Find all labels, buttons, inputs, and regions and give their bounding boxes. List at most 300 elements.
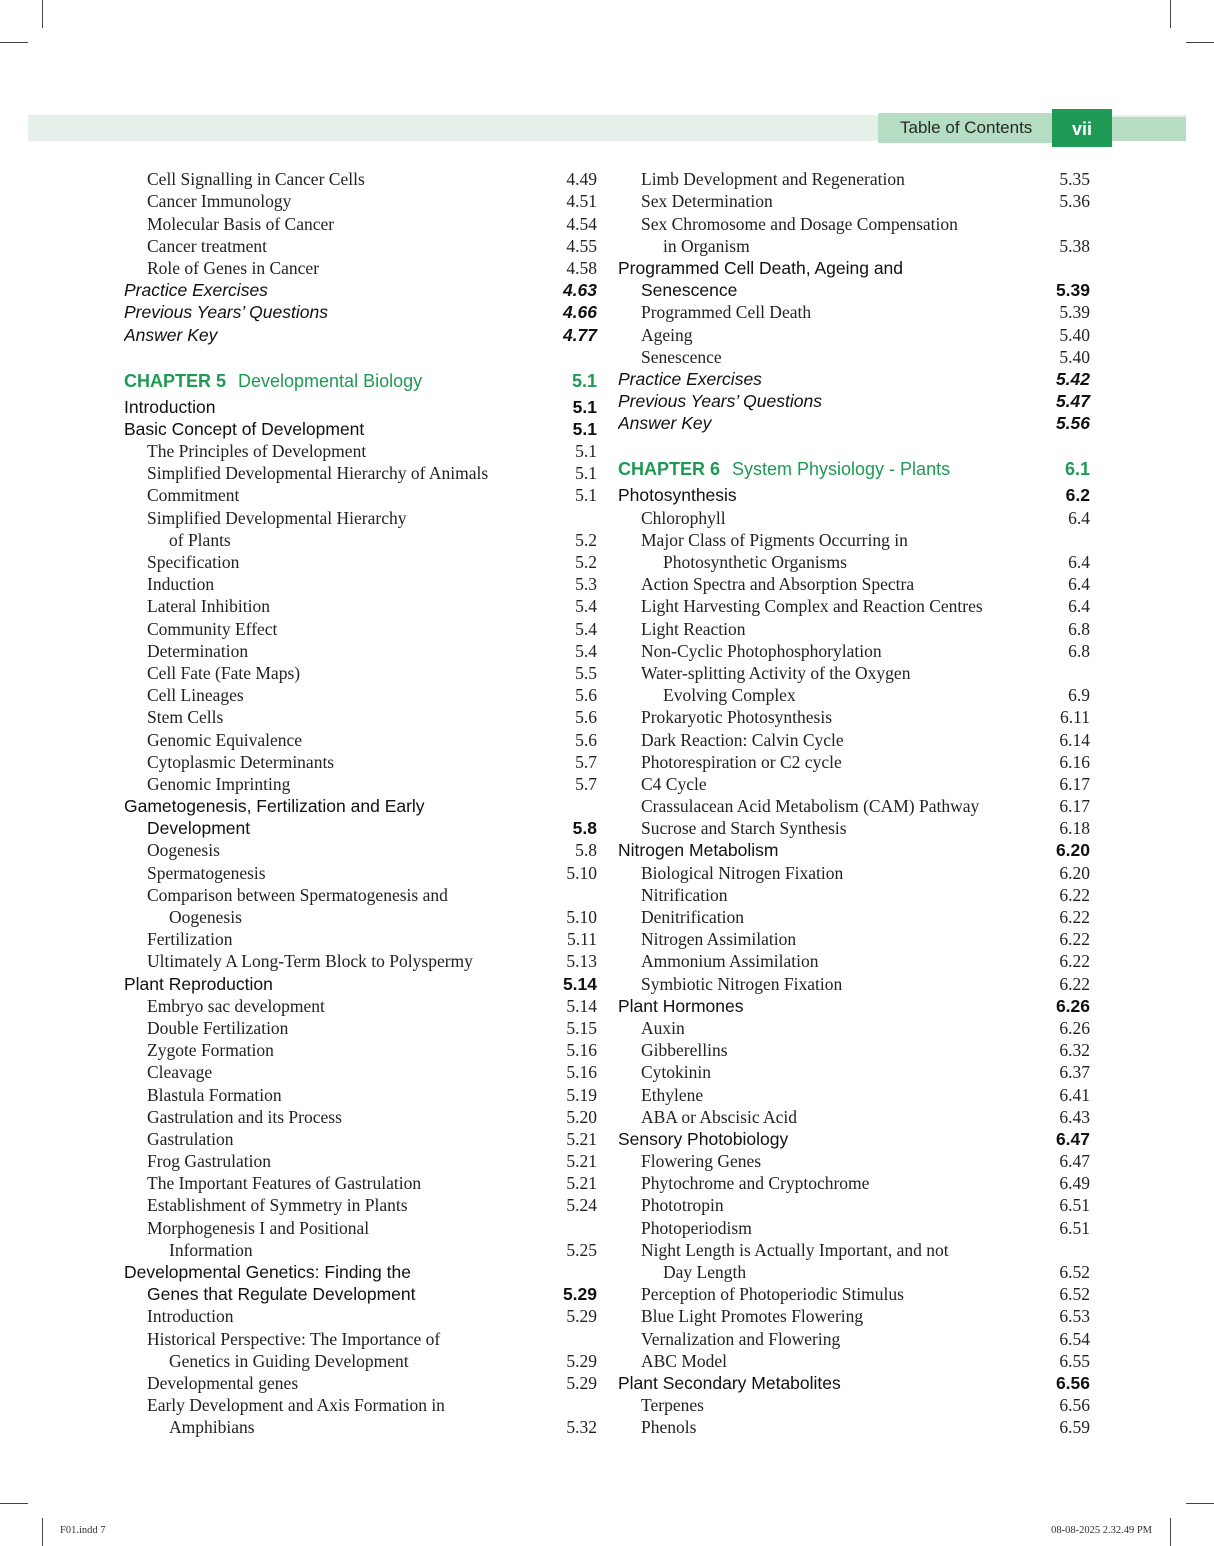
toc-subentry[interactable]	[124, 1017, 597, 1039]
toc-chapter-heading[interactable]	[124, 366, 597, 396]
toc-subentry[interactable]	[124, 1194, 597, 1216]
entry-page-number: 5.56	[1055, 413, 1090, 434]
toc-back-matter[interactable]	[124, 279, 597, 301]
toc-subentry[interactable]	[618, 301, 1090, 323]
entry-page-number: 5.16	[566, 1062, 597, 1083]
toc-subentry[interactable]	[618, 751, 1090, 773]
entry-page-number: 5.42	[1055, 368, 1090, 389]
entry-title: Day Length	[663, 1262, 747, 1282]
entry-title: Programmed Cell Death	[641, 302, 812, 323]
entry-title: Chlorophyll	[641, 507, 726, 528]
toc-subentry[interactable]	[124, 706, 597, 728]
entry-title: Answer Key	[124, 324, 218, 345]
toc-subentry[interactable]	[124, 1083, 597, 1105]
toc-subentry[interactable]	[618, 795, 1090, 817]
entry-page-number: 6.8	[1068, 640, 1090, 661]
toc-back-matter[interactable]	[618, 412, 1090, 434]
entry-page-number: 5.40	[1059, 346, 1090, 367]
spacer	[618, 434, 1090, 454]
entry-title: Blue Light Promotes Flowering	[641, 1306, 864, 1327]
toc-subentry[interactable]	[618, 884, 1090, 906]
toc-subentry[interactable]	[124, 640, 597, 662]
entry-title: Photosynthesis	[618, 485, 737, 506]
entry-title: Practice Exercises	[618, 368, 762, 389]
toc-subentry[interactable]	[618, 190, 1090, 212]
toc-section-continued[interactable]	[124, 817, 597, 839]
entry-title: Previous Years’ Questions	[618, 391, 822, 412]
entry-title: Answer Key	[618, 413, 712, 434]
toc-subentry[interactable]	[124, 551, 597, 573]
entry-title: Plant Reproduction	[124, 973, 273, 994]
toc-subentry[interactable]	[618, 1239, 1090, 1261]
toc-subentry[interactable]	[124, 950, 597, 972]
entry-page-number: 6.56	[1055, 1372, 1090, 1393]
entry-page-number: 6.49	[1059, 1173, 1090, 1194]
toc-back-matter[interactable]	[618, 368, 1090, 390]
entry-page-number: 6.2	[1065, 485, 1090, 506]
entry-title: Sucrose and Starch Synthesis	[641, 818, 847, 839]
entry-page-number: 6.55	[1059, 1350, 1090, 1371]
entry-page-number: 5.5	[575, 662, 597, 683]
entry-page-number: 5.7	[575, 751, 597, 772]
entry-title: Cell Fate (Fate Maps)	[147, 662, 301, 683]
toc-subentry[interactable]	[618, 706, 1090, 728]
entry-page-number: 5.2	[575, 552, 597, 572]
entry-title: Prokaryotic Photosynthesis	[641, 707, 833, 728]
entry-page-number: 5.16	[566, 1040, 597, 1061]
entry-page-number: 6.22	[1059, 951, 1090, 972]
toc-subentry[interactable]	[618, 1061, 1090, 1083]
crop-mark	[0, 1503, 28, 1504]
entry-page-number: 4.66	[562, 302, 597, 323]
toc-section[interactable]	[618, 484, 1090, 506]
entry-title: Simplified Developmental Hierarchy of Animals	[147, 463, 489, 484]
entry-page-number: 6.20	[1059, 862, 1090, 883]
toc-subentry[interactable]	[618, 817, 1090, 839]
entry-page-number: 5.8	[575, 840, 597, 861]
toc-subentry[interactable]	[618, 773, 1090, 795]
entry-title: Sex Determination	[641, 191, 773, 212]
entry-title: Terpenes	[641, 1395, 704, 1416]
toc-subentry[interactable]	[618, 1194, 1090, 1216]
entry-page-number: 5.10	[566, 862, 597, 883]
toc-subentry[interactable]	[618, 346, 1090, 368]
entry-page-number: 5.1	[572, 396, 597, 417]
entry-title: Double Fertilization	[147, 1017, 289, 1038]
toc-subentry[interactable]	[124, 168, 597, 190]
entry-title: Sensory Photobiology	[618, 1128, 789, 1149]
entry-page-number: 5.39	[1055, 280, 1090, 301]
entry-title: Fertilization	[147, 929, 233, 950]
toc-subentry[interactable]	[618, 1327, 1090, 1349]
toc-subentry[interactable]	[124, 995, 597, 1017]
entry-page-number: 5.36	[1059, 191, 1090, 212]
entry-page-number: 5.15	[566, 1017, 597, 1038]
toc-subentry[interactable]	[618, 1305, 1090, 1327]
entry-title: Role of Genes in Cancer	[147, 257, 320, 278]
entry-title: Nitrification	[641, 884, 728, 905]
footer-file: F01.indd 7	[60, 1525, 106, 1536]
entry-page-number: 5.4	[575, 618, 597, 639]
entry-page-number: 4.49	[566, 169, 597, 190]
toc-subentry[interactable]	[124, 662, 597, 684]
toc-subentry[interactable]	[618, 1216, 1090, 1238]
toc-subentry[interactable]	[618, 972, 1090, 994]
toc-section[interactable]	[124, 418, 597, 440]
entry-page-number: 5.35	[1059, 169, 1090, 190]
entry-page-number: 6.20	[1055, 840, 1090, 861]
entry-title: Cytoplasmic Determinants	[147, 751, 335, 772]
entry-title: Determination	[147, 640, 249, 661]
entry-page-number: 5.6	[575, 685, 597, 706]
entry-title: Simplified Developmental Hierarchy	[147, 507, 407, 528]
entry-page-number: 5.4	[575, 640, 597, 661]
toc-subentry[interactable]	[618, 1017, 1090, 1039]
toc-section-continued[interactable]	[618, 279, 1090, 301]
toc-subentry-continued[interactable]	[124, 529, 597, 551]
entry-page-number: 6.11	[1060, 707, 1090, 728]
entry-page-number: 6.26	[1055, 995, 1090, 1016]
crop-mark	[1186, 1503, 1214, 1504]
toc-subentry-continued[interactable]	[124, 906, 597, 928]
crop-mark	[42, 1518, 43, 1546]
entry-page-number: 6.54	[1059, 1328, 1090, 1349]
toc-subentry[interactable]	[124, 462, 597, 484]
entry-title: Induction	[147, 574, 215, 595]
toc-subentry[interactable]	[618, 168, 1090, 190]
entry-page-number: 5.29	[566, 1350, 597, 1371]
toc-subentry[interactable]	[124, 728, 597, 750]
toc-back-matter[interactable]	[124, 301, 597, 323]
toc-subentry[interactable]	[618, 906, 1090, 928]
entry-page-number: 5.4	[575, 596, 597, 617]
entry-page-number: 6.41	[1059, 1084, 1090, 1105]
header-tail	[1112, 117, 1186, 141]
toc-subentry[interactable]	[618, 1394, 1090, 1416]
entry-page-number: 5.14	[562, 973, 597, 994]
entry-title: Denitrification	[641, 907, 745, 927]
toc-section[interactable]	[124, 972, 597, 994]
entry-title: Phenols	[641, 1417, 697, 1438]
toc-subentry[interactable]	[618, 640, 1090, 662]
entry-title: Limb Development and Regeneration	[641, 169, 905, 190]
entry-page-number: 5.6	[575, 707, 597, 728]
toc-chapter-heading[interactable]	[618, 454, 1090, 484]
toc-subentry[interactable]	[124, 212, 597, 234]
entry-page-number: 6.22	[1059, 907, 1090, 927]
toc-subentry[interactable]	[124, 1150, 597, 1172]
entry-page-number: 6.16	[1059, 751, 1090, 772]
entry-title: Ageing	[641, 324, 693, 345]
entry-title: Embryo sac development	[147, 995, 325, 1016]
entry-page-number: 6.37	[1059, 1062, 1090, 1083]
entry-page-number: 5.1	[572, 418, 597, 439]
entry-title: ABC Model	[641, 1350, 728, 1371]
toc-subentry[interactable]	[618, 212, 1090, 234]
entry-title: Cleavage	[147, 1062, 213, 1083]
entry-page-number: 5.21	[566, 1173, 597, 1194]
toc-subentry[interactable]	[124, 484, 597, 506]
crop-mark	[1186, 42, 1214, 43]
toc-subentry[interactable]	[618, 323, 1090, 345]
toc-subentry-continued[interactable]	[124, 1239, 597, 1261]
entry-title: Light Reaction	[641, 618, 746, 639]
toc-subentry[interactable]	[618, 1150, 1090, 1172]
chapter-number: CHAPTER 5	[124, 370, 227, 391]
toc-subentry[interactable]	[124, 928, 597, 950]
toc-subentry[interactable]	[124, 684, 597, 706]
toc-subentry[interactable]	[124, 595, 597, 617]
toc-section[interactable]	[124, 396, 597, 418]
toc-subentry[interactable]	[124, 1172, 597, 1194]
toc-subentry[interactable]	[618, 1350, 1090, 1372]
toc-subentry[interactable]	[124, 235, 597, 257]
toc-subentry[interactable]	[124, 839, 597, 861]
entry-page-number: 6.51	[1059, 1217, 1090, 1238]
toc-back-matter[interactable]	[124, 323, 597, 345]
entry-title: Biological Nitrogen Fixation	[641, 862, 844, 883]
entry-page-number: 5.10	[566, 907, 597, 927]
toc-subentry[interactable]	[124, 1305, 597, 1327]
toc-subentry[interactable]	[124, 440, 597, 462]
entry-title: Sex Chromosome and Dosage Compensation	[641, 213, 958, 234]
toc-subentry[interactable]	[124, 257, 597, 279]
entry-title: Stem Cells	[147, 707, 224, 728]
entry-title: Establishment of Symmetry in Plants	[147, 1195, 408, 1216]
entry-title: Zygote Formation	[147, 1040, 274, 1061]
toc-subentry[interactable]	[124, 506, 597, 528]
entry-title: Dark Reaction: Calvin Cycle	[641, 729, 844, 750]
entry-page-number: 6.14	[1059, 729, 1090, 750]
entry-page-number: 5.1	[571, 370, 597, 391]
entry-title: Genomic Imprinting	[147, 773, 291, 794]
spacer	[124, 346, 597, 366]
toc-subentry-continued[interactable]	[618, 1261, 1090, 1283]
entry-title: Specification	[147, 552, 240, 572]
entry-title: Major Class of Pigments Occurring in	[641, 529, 908, 550]
entry-title: Evolving Complex	[663, 685, 796, 706]
entry-page-number: 6.51	[1059, 1195, 1090, 1216]
toc-subentry-continued[interactable]	[124, 1416, 597, 1438]
toc-section[interactable]	[618, 995, 1090, 1017]
toc-subentry[interactable]	[618, 617, 1090, 639]
toc-subentry[interactable]	[124, 1106, 597, 1128]
toc-subentry[interactable]	[618, 861, 1090, 883]
entry-page-number: 5.29	[566, 1372, 597, 1393]
entry-page-number: 6.4	[1068, 596, 1090, 617]
entry-title: Symbiotic Nitrogen Fixation	[641, 973, 843, 994]
entry-title: Plant Hormones	[618, 995, 744, 1016]
entry-title: Cancer treatment	[147, 235, 268, 256]
entry-title: Senescence	[641, 346, 722, 367]
chapter-title: System Physiology - Plants	[732, 459, 951, 480]
entry-page-number: 6.26	[1059, 1017, 1090, 1038]
toc-subentry[interactable]	[124, 884, 597, 906]
toc-right-column	[618, 168, 1090, 1438]
entry-title: Genetics in Guiding Development	[169, 1350, 409, 1371]
toc-section[interactable]	[618, 1128, 1090, 1150]
chapter-title: Developmental Biology	[238, 370, 423, 391]
toc-section[interactable]	[618, 1372, 1090, 1394]
entry-page-number: 6.1	[1064, 459, 1090, 480]
entry-title: Morphogenesis I and Positional	[147, 1217, 370, 1238]
entry-page-number: 6.17	[1059, 796, 1090, 817]
entry-title: Oogenesis	[169, 907, 242, 927]
entry-page-number: 5.13	[566, 951, 597, 972]
toc-subentry[interactable]	[618, 595, 1090, 617]
entry-title: of Plants	[169, 529, 231, 550]
toc-subentry[interactable]	[618, 950, 1090, 972]
toc-section[interactable]	[618, 839, 1090, 861]
entry-page-number: 6.22	[1059, 884, 1090, 905]
entry-title: Genomic Equivalence	[147, 729, 303, 750]
toc-subentry-continued[interactable]	[124, 1350, 597, 1372]
entry-title: Nitrogen Metabolism	[618, 840, 779, 861]
entry-title: Photorespiration or C2 cycle	[641, 751, 842, 772]
toc-subentry[interactable]	[124, 1327, 597, 1349]
toc-subentry[interactable]	[618, 1416, 1090, 1438]
chapter-number: CHAPTER 6	[618, 459, 721, 480]
entry-page-number: 5.20	[566, 1106, 597, 1127]
entry-page-number: 6.43	[1059, 1106, 1090, 1127]
entry-page-number: 6.22	[1059, 929, 1090, 950]
toc-left-column	[124, 168, 597, 1438]
entry-page-number: 4.63	[562, 280, 597, 301]
toc-subentry[interactable]	[618, 1083, 1090, 1105]
crop-mark	[1170, 1518, 1171, 1546]
toc-subentry[interactable]	[618, 529, 1090, 551]
entry-title: Comparison between Spermatogenesis and	[147, 884, 448, 905]
entry-title: Photoperiodism	[641, 1217, 752, 1238]
entry-page-number: 6.47	[1055, 1128, 1090, 1149]
entry-title: Cell Lineages	[147, 685, 244, 706]
entry-page-number: 5.2	[575, 529, 597, 550]
entry-page-number: 5.40	[1059, 324, 1090, 345]
entry-page-number: 6.17	[1059, 773, 1090, 794]
entry-title: Light Harvesting Complex and Reaction Centres	[641, 596, 983, 617]
header-page-number: vii	[1052, 109, 1112, 147]
entry-title: Ethylene	[641, 1084, 704, 1105]
entry-title: Ultimately A Long-Term Block to Polyspermy	[147, 951, 473, 972]
toc-section[interactable]	[124, 795, 597, 817]
entry-title: Introduction	[124, 396, 216, 417]
toc-subentry[interactable]	[124, 1372, 597, 1394]
entry-page-number: 6.4	[1068, 552, 1090, 572]
entry-title: Gametogenesis, Fertilization and Early	[124, 796, 425, 817]
entry-title: Gastrulation	[147, 1128, 234, 1149]
entry-title: Developmental genes	[147, 1372, 299, 1393]
entry-page-number: 6.47	[1059, 1151, 1090, 1172]
toc-subentry[interactable]	[124, 1394, 597, 1416]
toc-subentry[interactable]	[124, 190, 597, 212]
entry-title: The Important Features of Gastrulation	[147, 1173, 422, 1194]
entry-page-number: 4.55	[566, 235, 597, 256]
entry-page-number: 4.51	[566, 191, 597, 212]
entry-title: in Organism	[663, 235, 750, 256]
toc-subentry-continued[interactable]	[618, 684, 1090, 706]
toc-subentry[interactable]	[124, 751, 597, 773]
entry-page-number: 5.1	[575, 441, 597, 462]
entry-title: Previous Years’ Questions	[124, 302, 328, 323]
entry-page-number: 5.3	[575, 574, 597, 595]
entry-title: Night Length is Actually Important, and not	[641, 1239, 949, 1260]
toc-subentry[interactable]	[618, 1172, 1090, 1194]
entry-page-number: 5.11	[567, 929, 597, 950]
entry-page-number: 5.8	[572, 818, 597, 839]
entry-title: Lateral Inhibition	[147, 596, 270, 617]
entry-title: Practice Exercises	[124, 280, 268, 301]
entry-title: Programmed Cell Death, Ageing and	[618, 257, 904, 278]
entry-page-number: 6.52	[1059, 1262, 1090, 1282]
toc-subentry[interactable]	[124, 773, 597, 795]
entry-page-number: 6.18	[1059, 818, 1090, 839]
entry-title: Cell Signalling in Cancer Cells	[147, 169, 365, 190]
toc-subentry[interactable]	[124, 1061, 597, 1083]
toc-section[interactable]	[124, 1261, 597, 1283]
crop-mark	[42, 0, 43, 28]
entry-page-number: 4.77	[562, 324, 597, 345]
entry-page-number: 5.24	[566, 1195, 597, 1216]
entry-title: Gastrulation and its Process	[147, 1106, 342, 1127]
entry-page-number: 6.56	[1059, 1395, 1090, 1416]
toc-subentry[interactable]	[618, 1283, 1090, 1305]
toc-section-continued[interactable]	[124, 1283, 597, 1305]
entry-title: Genes that Regulate Development	[147, 1284, 416, 1305]
toc-subentry[interactable]	[618, 1039, 1090, 1061]
entry-page-number: 5.21	[566, 1151, 597, 1172]
entry-page-number: 5.14	[566, 995, 597, 1016]
entry-page-number: 5.1	[575, 485, 597, 506]
entry-title: Nitrogen Assimilation	[641, 929, 797, 950]
entry-page-number: 5.47	[1055, 391, 1090, 412]
toc-subentry-continued[interactable]	[618, 235, 1090, 257]
toc-subentry[interactable]	[618, 928, 1090, 950]
header-section-title: Table of Contents	[878, 113, 1052, 143]
entry-title: Senescence	[641, 280, 738, 301]
entry-page-number: 6.8	[1068, 618, 1090, 639]
entry-title: Action Spectra and Absorption Spectra	[641, 574, 915, 595]
toc-subentry[interactable]	[124, 861, 597, 883]
toc-subentry-continued[interactable]	[618, 551, 1090, 573]
entry-title: Information	[169, 1239, 253, 1260]
entry-title: Developmental Genetics: Finding the	[124, 1262, 411, 1282]
entry-page-number: 6.32	[1059, 1040, 1090, 1061]
toc-subentry[interactable]	[618, 573, 1090, 595]
entry-title: Commitment	[147, 485, 240, 506]
toc-subentry[interactable]	[124, 617, 597, 639]
toc-subentry[interactable]	[618, 728, 1090, 750]
crop-mark	[0, 42, 28, 43]
toc-section[interactable]	[618, 257, 1090, 279]
toc-subentry[interactable]	[124, 1128, 597, 1150]
entry-title: Phytochrome and Cryptochrome	[641, 1173, 870, 1194]
toc-back-matter[interactable]	[618, 390, 1090, 412]
entry-title: The Principles of Development	[147, 441, 367, 462]
toc-subentry[interactable]	[618, 506, 1090, 528]
entry-title: Ammonium Assimilation	[641, 951, 819, 972]
toc-subentry[interactable]	[124, 1216, 597, 1238]
entry-title: Oogenesis	[147, 840, 220, 861]
entry-page-number: 5.39	[1059, 302, 1090, 323]
entry-title: Perception of Photoperiodic Stimulus	[641, 1284, 904, 1305]
entry-page-number: 5.21	[566, 1128, 597, 1149]
toc-subentry[interactable]	[124, 1039, 597, 1061]
entry-page-number: 5.7	[575, 773, 597, 794]
entry-page-number: 4.58	[566, 257, 597, 278]
toc-subentry[interactable]	[124, 573, 597, 595]
toc-subentry[interactable]	[618, 662, 1090, 684]
toc-subentry[interactable]	[618, 1106, 1090, 1128]
